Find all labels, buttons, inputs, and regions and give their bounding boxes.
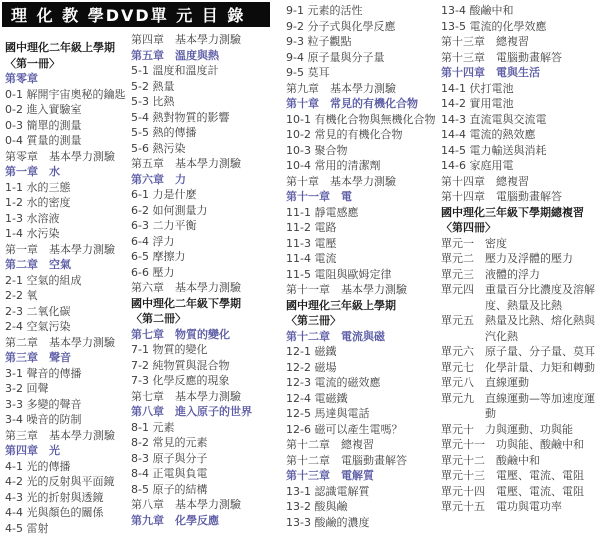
lesson-item: 12-2 磁場 (286, 360, 337, 374)
chapter-review-item: 第五章 基本學力測驗 (131, 157, 241, 170)
semester-heading: 國中理化三年級上學期 (286, 298, 396, 312)
lesson-item: 14-4 電流的熱效應 (441, 128, 536, 141)
review-unit-item: 單元七 化學計量、力矩和轉動 (441, 360, 595, 374)
chapter-review-item: 第三章 基本學力測驗 (5, 428, 115, 442)
lesson-item: 11-4 電流 (286, 252, 337, 265)
lesson-item: 6-5 摩擦力 (131, 250, 186, 263)
review-unit-item: 單元十 力與運動、功與能 (441, 422, 573, 436)
lesson-item: 11-1 靜電感應 (286, 205, 359, 219)
chapter-heading: 第十一章 電 (286, 190, 352, 203)
lesson-item: 14-2 實用電池 (441, 97, 514, 110)
lesson-item: 8-3 原子與分子 (131, 451, 208, 465)
review-unit-item: 單元二 壓力及浮體的壓力 (441, 252, 573, 265)
lesson-item: 9-3 粒子觀點 (286, 35, 352, 48)
chapter-heading: 第一章 水 (5, 165, 60, 178)
lesson-item: 14-6 家庭用電 (441, 159, 514, 172)
review-unit-item: 單元十四 電壓、電流、電阻 (441, 484, 584, 498)
lesson-item: 10-1 有機化合物與無機化合物 (286, 112, 436, 126)
chapter-heading: 第七章 物質的變化 (131, 327, 230, 341)
toc-column-1 (5, 0, 129, 536)
lesson-item: 10-3 聚合物 (286, 143, 348, 157)
review-unit-item: 單元十二 酸鹼中和 (441, 453, 540, 467)
lesson-item: 3-2 回聲 (5, 382, 49, 395)
chapter-review-item: 第二章 基本學力測驗 (5, 335, 115, 349)
review-unit-item: 單元六 原子量、分子量、莫耳 (441, 345, 595, 358)
lesson-item: 0-2 進入實驗室 (5, 103, 82, 116)
review-unit-item: 單元五 熱量及比熱、熔化熱與汽化熱 (441, 314, 595, 343)
lesson-item: 11-3 電壓 (286, 236, 337, 250)
lesson-item: 8-1 元素 (131, 420, 175, 434)
lesson-item: 14-3 直流電與交流電 (441, 112, 547, 126)
lesson-item: 12-1 磁鐵 (286, 345, 337, 358)
chapter-review-item: 第十三章 電腦動畫解答 (441, 50, 562, 64)
semester-heading: 〈第一冊〉 (5, 56, 60, 70)
lesson-item: 2-1 空氣的組成 (5, 273, 82, 287)
lesson-item: 4-4 光與顏色的關係 (5, 506, 104, 519)
lesson-item: 6-4 浮力 (131, 234, 175, 248)
lesson-item: 12-3 電流的磁效應 (286, 376, 381, 389)
lesson-item: 14-5 電力輸送與消耗 (441, 143, 547, 157)
chapter-heading: 第九章 化學反應 (131, 513, 219, 527)
chapter-heading: 第二章 空氣 (5, 258, 71, 271)
lesson-item: 5-2 熱量 (131, 79, 175, 93)
chapter-review-item: 第十四章 總複習 (441, 174, 529, 188)
chapter-review-item: 第十一章 基本學力測驗 (286, 283, 407, 296)
lesson-item: 6-1 力是什麼 (131, 188, 197, 201)
chapter-review-item: 第十四章 電腦動畫解答 (441, 190, 562, 203)
review-unit-item: 單元九 直線運動—等加速度運動 (441, 391, 595, 420)
lesson-item: 4-2 光的反射與平面鏡 (5, 475, 115, 488)
chapter-heading: 第五章 溫度與熱 (131, 48, 219, 62)
chapter-heading: 第十章 常見的有機化合物 (286, 97, 418, 110)
lesson-item: 3-3 多變的聲音 (5, 397, 82, 411)
toc-column-3 (286, 0, 438, 530)
lesson-item: 6-6 壓力 (131, 265, 175, 279)
lesson-item: 8-4 正電與負電 (131, 467, 208, 480)
review-unit-item: 單元八 直線運動 (441, 376, 529, 389)
lesson-item: 2-3 二氧化碳 (5, 304, 71, 318)
lesson-item: 8-2 常見的元素 (131, 436, 208, 449)
lesson-item: 4-1 光的傳播 (5, 459, 71, 473)
semester-heading: 〈第四冊〉 (441, 221, 496, 234)
lesson-item: 5-1 溫度和溫度計 (131, 64, 219, 77)
lesson-item: 2-2 氧 (5, 289, 38, 302)
review-unit-item: 單元四 重量百分比濃度及溶解度、熱量及比熱 (441, 283, 595, 312)
lesson-item: 7-2 純物質與混合物 (131, 358, 230, 372)
semester-heading: 國中理化三年級下學期總複習 (441, 205, 584, 219)
lesson-item: 6-2 如何測量力 (131, 203, 208, 217)
lesson-item: 0-3 簡單的測量 (5, 118, 82, 132)
semester-heading: 〈第三冊〉 (286, 314, 341, 327)
chapter-heading: 第八章 進入原子的世界 (131, 405, 252, 418)
semester-heading: 國中理化二年級下學期 (131, 296, 241, 310)
chapter-review-item: 第十二章 電腦動畫解答 (286, 453, 407, 467)
chapter-review-item: 第八章 基本學力測驗 (131, 498, 241, 511)
review-unit-item: 單元一 密度 (441, 236, 507, 250)
chapter-heading: 第十二章 電流與磁 (286, 329, 385, 343)
toc-column-4 (441, 0, 603, 515)
lesson-item: 9-5 莫耳 (286, 66, 330, 79)
lesson-item: 3-1 聲音的傳播 (5, 366, 82, 380)
page-title: 理 化 教 學DVD單 元 目 錄 (11, 6, 246, 25)
semester-heading: 〈第二冊〉 (131, 312, 186, 325)
semester-heading: 國中理化二年級上學期 (5, 41, 115, 54)
lesson-item: 5-3 比熱 (131, 95, 175, 108)
lesson-item: 11-5 電阻與歐姆定律 (286, 267, 392, 281)
lesson-item: 1-4 水污染 (5, 227, 60, 240)
lesson-item: 10-4 常用的清潔劑 (286, 159, 381, 172)
chapter-review-item: 第十章 基本學力測驗 (286, 174, 396, 188)
lesson-item: 13-1 認識電解質 (286, 484, 370, 498)
lesson-item: 9-2 分子式與化學反應 (286, 19, 396, 33)
lesson-item: 0-1 解開宇宙奧秘的鑰匙 (5, 87, 126, 101)
lesson-item: 4-5 雷射 (5, 521, 49, 535)
chapter-heading: 第四章 光 (5, 444, 60, 457)
lesson-item: 13-5 電流的化學效應 (441, 19, 547, 33)
page-title-banner (2, 2, 270, 27)
toc-column-2 (131, 0, 281, 528)
lesson-item: 7-1 物質的變化 (131, 343, 208, 356)
lesson-item: 9-4 原子量與分子量 (286, 50, 385, 64)
review-unit-item: 單元三 液體的浮力 (441, 267, 540, 281)
lesson-item: 1-1 水的三態 (5, 180, 71, 194)
lesson-item: 10-2 常見的有機化合物 (286, 128, 403, 141)
lesson-item: 12-6 磁可以產生電嗎？ (286, 422, 403, 436)
lesson-item: 5-5 熱的傳播 (131, 126, 197, 139)
chapter-review-item: 第零章 基本學力測驗 (5, 149, 115, 163)
lesson-item: 0-4 質量的測量 (5, 134, 82, 147)
lesson-item: 14-1 伏打電池 (441, 81, 514, 95)
lesson-item: 8-5 原子的結構 (131, 482, 208, 496)
chapter-heading: 第三章 聲音 (5, 351, 71, 364)
lesson-item: 13-4 酸鹼中和 (441, 4, 514, 17)
chapter-review-item: 第七章 基本學力測驗 (131, 389, 241, 403)
lesson-item: 12-4 電磁鐵 (286, 391, 348, 405)
chapter-review-item: 第一章 基本學力測驗 (5, 242, 115, 256)
lesson-item: 4-3 光的折射與透鏡 (5, 490, 104, 504)
lesson-item: 11-2 電路 (286, 221, 337, 234)
lesson-item: 3-4 噪音的防制 (5, 413, 82, 426)
review-unit-item: 單元十三 電壓、電流、電阻 (441, 469, 584, 482)
chapter-review-item: 第十二章 總複習 (286, 438, 374, 451)
lesson-item: 13-3 酸鹼的濃度 (286, 515, 370, 529)
lesson-item: 12-5 馬達與電話 (286, 407, 370, 420)
lesson-item: 5-4 熱對物質的影響 (131, 110, 230, 124)
chapter-heading: 第十三章 電解質 (286, 469, 374, 482)
chapter-heading: 第零章 (5, 72, 38, 85)
lesson-item: 13-2 酸與鹼 (286, 500, 348, 513)
lesson-item: 9-1 元素的活性 (286, 4, 363, 17)
chapter-review-item: 第九章 基本學力測驗 (286, 81, 396, 95)
lesson-item: 5-6 熱污染 (131, 141, 186, 155)
chapter-heading: 第六章 力 (131, 172, 186, 186)
chapter-heading: 第十四章 電與生活 (441, 66, 540, 79)
lesson-item: 6-3 二力平衡 (131, 219, 197, 232)
chapter-review-item: 第十三章 總複習 (441, 35, 529, 48)
review-unit-item: 單元十一 功與能、酸鹼中和 (441, 438, 584, 451)
lesson-item: 7-3 化學反應的現象 (131, 374, 230, 387)
lesson-item: 2-4 空氣污染 (5, 320, 71, 333)
lesson-item: 1-2 水的密度 (5, 196, 71, 209)
lesson-item: 1-3 水溶液 (5, 211, 60, 225)
chapter-review-item: 第六章 基本學力測驗 (131, 281, 241, 294)
review-unit-item: 單元十五 電功與電功率 (441, 500, 562, 513)
chapter-review-item: 第四章 基本學力測驗 (131, 33, 241, 46)
